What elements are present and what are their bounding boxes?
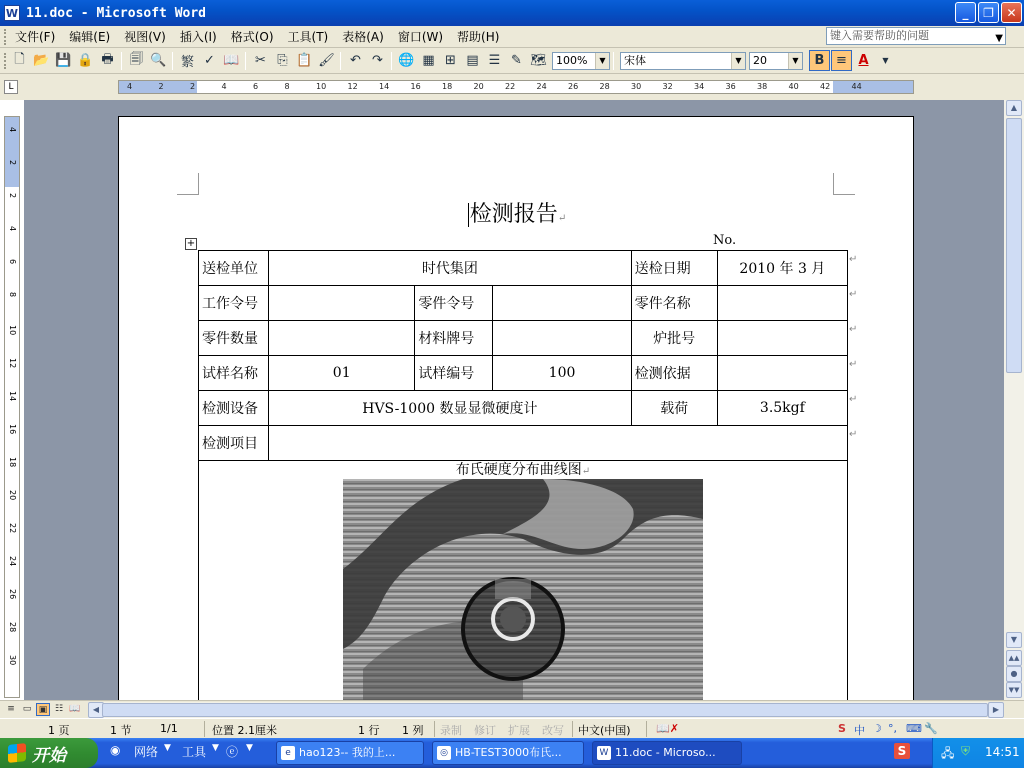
system-tray xyxy=(932,738,1024,768)
menu-tools[interactable]: 工具(T) xyxy=(287,29,329,44)
margin-corner-mark xyxy=(177,173,199,195)
ruler-number: 22 xyxy=(505,82,516,91)
status-ovr[interactable]: 改写 xyxy=(542,724,564,737)
table-cell[interactable]: 零件名称 xyxy=(631,286,717,321)
ruler-number: 8 xyxy=(8,292,17,298)
table-row xyxy=(199,321,848,356)
table-cell[interactable]: 3.5kgf xyxy=(717,391,847,426)
web-layout-icon[interactable]: ▭ xyxy=(22,704,32,714)
table-cell[interactable]: HVS-1000 数显显微硬度计 xyxy=(269,391,632,426)
table-cell[interactable]: 100 xyxy=(493,356,631,391)
permission-icon[interactable]: 🔒 xyxy=(77,53,94,68)
help-search-placeholder: 键入需要帮助的问题 xyxy=(830,29,929,42)
task-label: hao123-- 我的上... xyxy=(299,746,396,759)
next-page-icon[interactable]: ▼▼ xyxy=(1006,682,1022,698)
chart-title: 布氏硬度分布曲线图↵ xyxy=(455,462,591,478)
cut-icon[interactable]: ✂ xyxy=(255,53,266,68)
document-workspace xyxy=(24,100,1004,700)
word-icon: W xyxy=(597,746,611,760)
quicklaunch-network[interactable]: 网络 xyxy=(134,745,159,759)
table-row xyxy=(199,426,848,461)
ruler-number: 22 xyxy=(8,523,17,534)
ime-settings-icon[interactable]: 🔧 xyxy=(924,722,938,735)
ruler-number: 44 xyxy=(851,82,862,91)
table-cell[interactable] xyxy=(493,321,631,356)
table-cell[interactable]: 送检单位 xyxy=(199,251,269,286)
micrograph-svg xyxy=(343,479,703,716)
menu-view[interactable]: 视图(V) xyxy=(124,29,166,44)
ruler-number: 4 xyxy=(8,127,17,133)
scroll-down-icon[interactable]: ▼ xyxy=(1006,632,1022,648)
ruler-number: 36 xyxy=(725,82,736,91)
new-document-icon[interactable]: 🗋 xyxy=(14,51,25,67)
ruler-number: 24 xyxy=(536,82,547,91)
table-row xyxy=(199,391,848,426)
ruler-number: 14 xyxy=(8,391,17,402)
menu-format[interactable]: 格式(O) xyxy=(230,29,274,44)
table-row xyxy=(199,251,848,286)
open-folder-icon[interactable]: 📂 xyxy=(33,53,50,68)
insert-table-icon[interactable]: ⊞ xyxy=(445,53,456,68)
table-cell[interactable]: 01 xyxy=(269,356,415,391)
bold-button[interactable]: B xyxy=(809,50,830,71)
table-cell[interactable] xyxy=(717,286,847,321)
status-page-of: 1/1 xyxy=(160,722,178,735)
ruler-number: 30 xyxy=(631,82,642,91)
table-cell[interactable]: 材料牌号 xyxy=(415,321,493,356)
ruler-number: 38 xyxy=(757,82,768,91)
ruler-number: 4 xyxy=(8,226,17,232)
table-cell[interactable]: 送检日期 xyxy=(631,251,717,286)
ruler-number: 24 xyxy=(8,556,17,567)
ruler-number: 2 xyxy=(190,82,196,91)
minimize-button[interactable]: _ xyxy=(955,2,976,23)
browser-quicklaunch-icon[interactable]: ⓔ xyxy=(226,745,239,759)
ruler-number: 16 xyxy=(8,424,17,435)
status-rec[interactable]: 录制 xyxy=(440,724,462,737)
copy-icon[interactable]: ⎘ xyxy=(277,53,288,68)
table-cell[interactable]: 检测项目 xyxy=(199,426,269,461)
row-end-marks: ↵ ↵ ↵ ↵ ↵ ↵ xyxy=(849,254,858,440)
chevron-down-icon[interactable]: ▼ xyxy=(788,53,802,69)
print-preview-icon[interactable]: 🗐 xyxy=(130,51,143,67)
chevron-down-icon[interactable]: ▼ xyxy=(731,53,745,69)
document-number xyxy=(713,233,736,248)
status-position: 位置 2.1厘米 xyxy=(212,724,277,737)
task-button-word[interactable] xyxy=(592,741,742,765)
font-color-icon[interactable]: A xyxy=(858,53,869,68)
menu-edit[interactable]: 编辑(E) xyxy=(69,29,111,44)
table-cell[interactable] xyxy=(493,286,631,321)
spelling-status-icon[interactable]: 📖✗ xyxy=(656,722,679,735)
table-cell[interactable]: 试样名称 xyxy=(199,356,269,391)
ie-quicklaunch-icon[interactable]: ◉ xyxy=(110,743,121,757)
menu-help[interactable]: 帮助(H) xyxy=(457,29,500,44)
traditional-chinese-button[interactable]: 繁 xyxy=(180,55,194,70)
table-cell[interactable] xyxy=(269,321,415,356)
ruler-number: 26 xyxy=(8,589,17,600)
standard-toolbar xyxy=(0,48,1024,74)
menu-bar xyxy=(0,26,1024,48)
text-cursor xyxy=(468,203,469,227)
browser-icon: e xyxy=(281,746,295,760)
ruler-number: 12 xyxy=(8,358,17,369)
hyperlink-icon[interactable]: 🌐 xyxy=(398,53,415,68)
ruler-number: 6 xyxy=(8,259,17,265)
ruler-number: 10 xyxy=(316,82,327,91)
font-select[interactable] xyxy=(620,52,746,70)
table-cell[interactable]: 试样编号 xyxy=(415,356,493,391)
ruler-number: 4 xyxy=(221,82,227,91)
table-cell[interactable]: 检测设备 xyxy=(199,391,269,426)
chevron-down-icon[interactable]: ▼ xyxy=(882,56,889,65)
select-browse-object-icon[interactable]: ● xyxy=(1006,666,1022,682)
ruler-number: 34 xyxy=(694,82,705,91)
redo-icon[interactable]: ↷ xyxy=(372,53,383,68)
windows-logo-icon xyxy=(8,743,26,763)
tables-borders-icon[interactable]: ▦ xyxy=(422,53,435,68)
chevron-down-icon[interactable]: ▼ xyxy=(595,53,609,69)
security-shield-icon[interactable]: ⛨ xyxy=(961,744,971,758)
horizontal-scrollbar[interactable] xyxy=(88,702,1004,718)
clock[interactable]: 14:51 xyxy=(985,745,1020,759)
zoom-value: 100% xyxy=(556,53,588,67)
save-icon[interactable]: 💾 xyxy=(55,53,72,68)
chevron-down-icon[interactable]: ▼ xyxy=(246,743,253,753)
scroll-right-icon[interactable]: ▶ xyxy=(988,702,1004,718)
window-title: 11.doc - Microsoft Word xyxy=(26,5,207,21)
ruler-number: 12 xyxy=(347,82,358,91)
table-cell[interactable]: 零件令号 xyxy=(415,286,493,321)
paste-icon[interactable]: 📋 xyxy=(296,53,313,68)
vertical-ruler[interactable] xyxy=(4,116,20,698)
document-title-text: 检测报告 xyxy=(469,202,558,227)
ruler-number: 18 xyxy=(8,457,17,468)
font-size-select[interactable] xyxy=(749,52,803,70)
table-cell[interactable] xyxy=(269,286,415,321)
ime-moon-icon[interactable]: ☽ xyxy=(872,722,882,735)
maximize-button[interactable]: ❐ xyxy=(978,2,999,23)
table-cell[interactable]: 零件数量 xyxy=(199,321,269,356)
scroll-up-icon[interactable]: ▲ xyxy=(1006,100,1022,116)
chevron-down-icon[interactable]: ▼ xyxy=(995,33,1003,44)
view-bar xyxy=(0,700,1024,718)
zoom-select[interactable] xyxy=(552,52,610,70)
status-ext[interactable]: 扩展 xyxy=(508,724,530,737)
ruler-number: 16 xyxy=(410,82,421,91)
taskbar xyxy=(0,738,1024,768)
status-section: 1 节 xyxy=(110,724,132,737)
tab-selector-icon[interactable]: L xyxy=(4,80,18,94)
ruler-number: 42 xyxy=(820,82,831,91)
menu-file[interactable]: 文件(F) xyxy=(15,29,56,44)
ruler-numbers xyxy=(119,81,913,93)
scroll-left-icon[interactable]: ◀ xyxy=(88,702,104,718)
ruler-number: 10 xyxy=(8,325,17,336)
ime-tray-icon[interactable]: S xyxy=(894,743,910,759)
columns-icon[interactable]: ☰ xyxy=(488,53,501,68)
task-button-browser[interactable] xyxy=(276,741,424,765)
preview-magnifier-icon[interactable]: 🔍 xyxy=(150,53,167,68)
task-button-hbtest[interactable] xyxy=(432,741,584,765)
ruler-number: 26 xyxy=(568,82,579,91)
ruler-number: 4 xyxy=(127,82,133,91)
drawing-icon[interactable]: ✎ xyxy=(511,53,522,68)
table-cell[interactable] xyxy=(269,426,848,461)
task-label: HB-TEST3000布氏... xyxy=(455,746,562,759)
status-column: 1 列 xyxy=(402,724,424,737)
ime-logo-icon: S xyxy=(838,722,846,735)
start-label: 开始 xyxy=(32,745,66,766)
start-button[interactable] xyxy=(0,738,98,768)
close-button[interactable]: ✕ xyxy=(1001,2,1022,23)
app-icon: ◎ xyxy=(437,746,451,760)
status-trk[interactable]: 修订 xyxy=(474,724,496,737)
previous-page-icon[interactable]: ▲▲ xyxy=(1006,650,1022,666)
align-center-icon[interactable]: ≡ xyxy=(831,50,852,71)
ruler-number: 2 xyxy=(8,160,17,166)
report-table[interactable] xyxy=(198,250,848,461)
word-icon[interactable]: W xyxy=(5,6,19,20)
ruler-number: 28 xyxy=(599,82,610,91)
format-painter-icon[interactable]: 🖌 xyxy=(318,53,335,68)
document-page[interactable] xyxy=(118,116,914,716)
menu-table[interactable]: 表格(A) xyxy=(342,29,384,44)
toolbar-grip[interactable] xyxy=(4,53,8,69)
status-line: 1 行 xyxy=(358,724,380,737)
table-cell[interactable]: 2010 年 3 月 xyxy=(717,251,847,286)
table-cell[interactable]: 时代集团 xyxy=(269,251,632,286)
ruler-number: 20 xyxy=(8,490,17,501)
table-cell[interactable]: 载荷 xyxy=(631,391,717,426)
margin-corner-mark xyxy=(833,173,855,195)
font-size-value: 20 xyxy=(753,53,767,67)
ruler-number: 8 xyxy=(284,82,290,91)
ruler-number: 40 xyxy=(788,82,799,91)
title-bar[interactable] xyxy=(0,0,1024,26)
help-search-input[interactable] xyxy=(826,27,1006,45)
table-cell[interactable]: 工作令号 xyxy=(199,286,269,321)
table-row xyxy=(199,286,848,321)
ruler-number: 20 xyxy=(473,82,484,91)
document-number-label: No. xyxy=(713,233,737,248)
ruler-number: 32 xyxy=(662,82,673,91)
ime-chinese-icon[interactable]: 中 xyxy=(854,724,865,737)
quicklaunch-tools[interactable]: 工具 xyxy=(182,745,207,759)
print-layout-icon[interactable]: ▣ xyxy=(36,703,50,716)
horizontal-scroll-thumb[interactable] xyxy=(102,703,988,717)
horizontal-ruler[interactable] xyxy=(118,80,914,94)
document-map-icon[interactable]: 🗺 xyxy=(530,53,547,68)
ruler-number: 18 xyxy=(442,82,453,91)
status-language[interactable]: 中文(中国) xyxy=(578,724,631,737)
chevron-down-icon[interactable]: ▼ xyxy=(212,743,219,753)
research-icon[interactable]: 📖 xyxy=(223,53,240,68)
table-row xyxy=(199,356,848,391)
menu-window[interactable]: 窗口(W) xyxy=(397,29,444,44)
chart-title-text: 布氏硬度分布曲线图 xyxy=(455,462,582,478)
micrograph-image[interactable] xyxy=(343,479,703,716)
ruler-number: 2 xyxy=(158,82,164,91)
table-cell[interactable]: 炉批号 xyxy=(631,321,717,356)
normal-view-icon[interactable]: ≡ xyxy=(7,704,15,714)
ruler-number: 30 xyxy=(8,655,17,666)
status-bar xyxy=(0,718,1024,738)
print-icon[interactable]: 🖶 xyxy=(101,51,114,67)
ruler-number: 6 xyxy=(253,82,259,91)
vertical-scrollbar[interactable] xyxy=(1004,100,1024,700)
status-page: 1 页 xyxy=(48,724,70,737)
ime-keyboard-icon[interactable]: ⌨ xyxy=(906,722,922,735)
menu-insert[interactable]: 插入(I) xyxy=(179,29,217,44)
ruler-number: 28 xyxy=(8,622,17,633)
font-value: 宋体 xyxy=(624,53,646,67)
table-move-handle-icon[interactable]: + xyxy=(186,238,196,249)
task-label: 11.doc - Microso... xyxy=(615,746,716,759)
network-tray-icon[interactable]: 🖧 xyxy=(941,746,955,760)
ime-punct-icon[interactable]: °, xyxy=(888,722,897,735)
ruler-number: 14 xyxy=(379,82,390,91)
undo-icon[interactable]: ↶ xyxy=(350,53,361,68)
spelling-icon[interactable]: ✓ xyxy=(204,53,215,68)
table-cell[interactable] xyxy=(717,321,847,356)
horizontal-ruler-row xyxy=(0,74,1024,100)
table-cell[interactable] xyxy=(717,356,847,391)
chevron-down-icon[interactable]: ▼ xyxy=(164,743,171,753)
vertical-scroll-thumb[interactable] xyxy=(1006,118,1022,373)
reading-layout-icon[interactable]: 📖 xyxy=(69,704,81,714)
ruler-number: 2 xyxy=(8,193,17,199)
outline-view-icon[interactable]: ☷ xyxy=(54,704,64,714)
document-title[interactable]: 检测报告↵ xyxy=(469,202,567,227)
table-cell[interactable]: 检测依据 xyxy=(631,356,717,391)
insert-excel-icon[interactable]: ▤ xyxy=(466,53,479,68)
